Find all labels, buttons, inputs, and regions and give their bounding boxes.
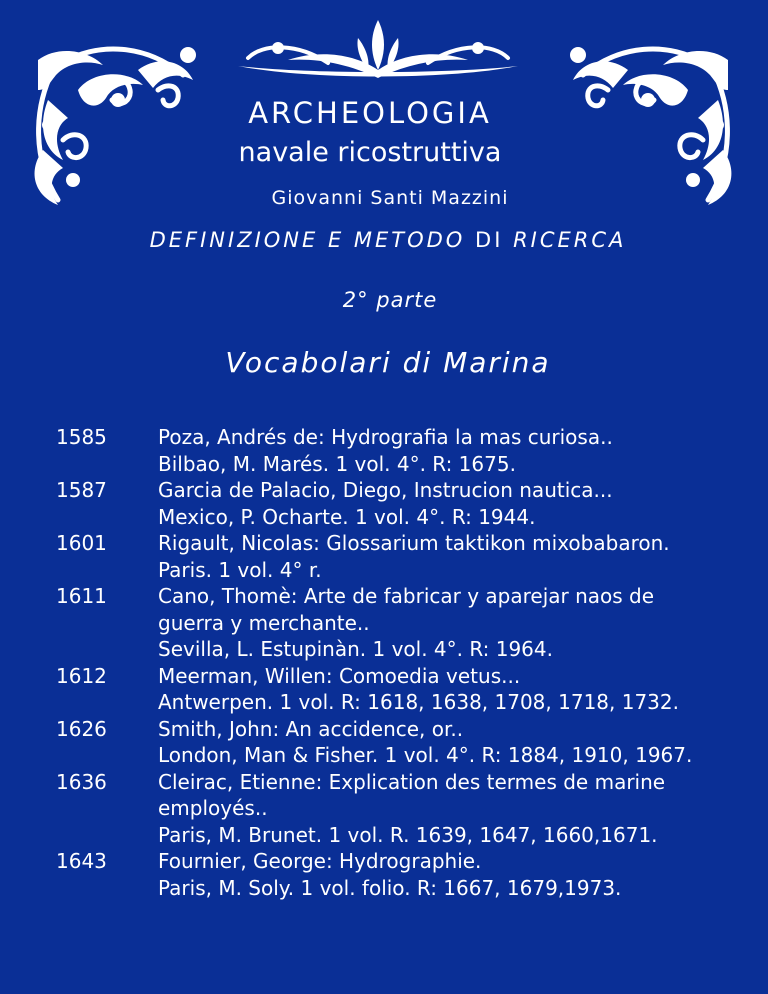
- entry-year: 1626: [56, 716, 107, 741]
- entry-text: [158, 769, 748, 849]
- entry-line: Rigault, Nicolas: Glossarium taktikon mixobabaron.: [158, 531, 670, 555]
- entry-text: [158, 583, 748, 663]
- entry-line: London, Man & Fisher. 1 vol. 4°. R: 1884, 1910, 1967.: [158, 743, 693, 767]
- entry-year: 1587: [56, 478, 107, 502]
- entry-text: [158, 424, 748, 477]
- entry-line: Meerman, Willen: Comoedia vetus...: [158, 663, 521, 688]
- entry-line: Paris, M. Brunet. 1 vol. R. 1639, 1647, 1660,1671.: [158, 822, 658, 847]
- list-item: [0, 848, 768, 901]
- entry-line: Garcia de Palacio, Diego, Instrucion nautica...: [158, 478, 613, 502]
- list-item: [0, 583, 768, 663]
- section-title: Vocabolari di Marina: [225, 346, 551, 379]
- list-item: [0, 716, 768, 769]
- list-item: [0, 769, 768, 849]
- entry-line: employés..: [158, 796, 268, 820]
- list-item: [0, 477, 768, 530]
- list-item: [0, 530, 768, 583]
- entry-line: Cano, Thomè: Arte de fabricar y aparejar naos de: [158, 584, 655, 608]
- entry-text: [158, 530, 748, 583]
- entries-list: [0, 424, 768, 901]
- entry-line: Fournier, George: Hydrographie.: [158, 849, 482, 873]
- entry-line: Poza, Andrés de: Hydrografia la mas curiosa..: [158, 425, 613, 449]
- entry-line: Paris. 1 vol. 4° r.: [158, 557, 322, 582]
- subtitle-part-3: RICERCA: [513, 228, 627, 252]
- title-line-1: ARCHEOLOGIA: [248, 96, 492, 130]
- entry-line: Paris, M. Soly. 1 vol. folio. R: 1667, 1679,1973.: [158, 875, 622, 900]
- list-item: [0, 424, 768, 477]
- top-center-ornament: [228, 18, 528, 88]
- entry-year: 1601: [56, 531, 107, 555]
- entry-year: 1585: [56, 425, 107, 449]
- entry-text: [158, 848, 748, 901]
- entry-year: 1636: [56, 769, 107, 794]
- entry-text: [158, 477, 748, 530]
- entry-line: Antwerpen. 1 vol. R: 1618, 1638, 1708, 1718, 1732.: [158, 690, 679, 714]
- author: Giovanni Santi Mazzini: [271, 187, 509, 209]
- part-label: 2° parte: [342, 288, 438, 312]
- entry-text: [158, 716, 748, 769]
- entry-line: Smith, John: An accidence, or..: [158, 716, 464, 741]
- entry-year: 1643: [56, 849, 107, 873]
- entry-line: guerra y merchante..: [158, 610, 370, 635]
- entry-line: Bilbao, M. Marés. 1 vol. 4°. R: 1675.: [158, 451, 516, 476]
- entry-year: 1611: [56, 584, 107, 608]
- subtitle-part-2: DI: [465, 228, 514, 252]
- list-item: [0, 663, 768, 716]
- title-line-2: navale ricostruttiva: [238, 137, 502, 168]
- entry-text: [158, 663, 748, 716]
- subtitle-part-1: DEFINIZIONE E METODO: [149, 228, 466, 252]
- entry-line: Sevilla, L. Estupinàn. 1 vol. 4°. R: 1964.: [158, 637, 553, 661]
- entry-year: 1612: [56, 663, 107, 688]
- entry-line: Mexico, P. Ocharte. 1 vol. 4°. R: 1944.: [158, 504, 536, 529]
- entry-line: Cleirac, Etienne: Explication des termes de marine: [158, 769, 666, 794]
- subtitle: [0, 228, 768, 252]
